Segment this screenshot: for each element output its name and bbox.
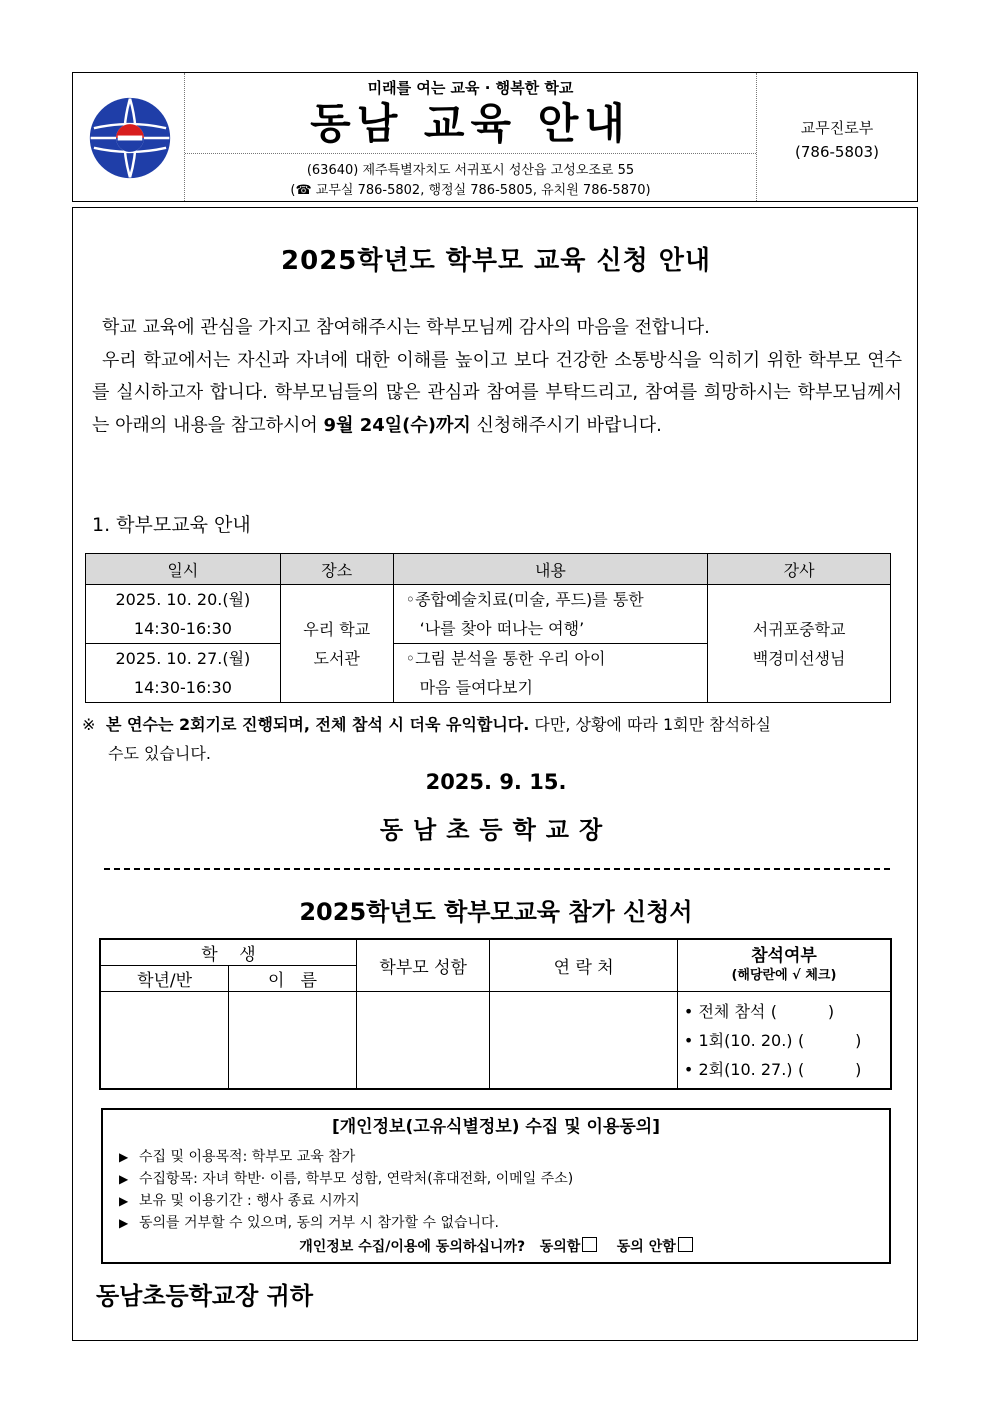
- signer: 동남초등학교장: [379, 816, 613, 844]
- option-label: • 1회(10. 20.): [683, 1030, 793, 1050]
- lecturer-line-2: 백경미선생님: [752, 648, 846, 668]
- notice: [82, 710, 912, 768]
- logo-cell: [73, 73, 185, 201]
- notice-line-2: 수도 있습니다.: [108, 744, 211, 763]
- option-check-area[interactable]: ( ): [797, 1059, 862, 1079]
- document-date: 2025. 9. 15.: [425, 770, 567, 794]
- session-date: 2025. 10. 20.(월): [115, 590, 251, 609]
- application-form-table: [99, 938, 892, 1090]
- parent-name-field[interactable]: [356, 992, 490, 1090]
- table-row: [86, 585, 891, 644]
- consent-question-row: [103, 1236, 889, 1256]
- school-phones: (☎ 교무실 786-5802, 행정실 786-5805, 유치원 786-5870): [290, 183, 651, 198]
- consent-item-text: 동의를 거부할 수 있으며, 동의 거부 시 참가할 수 없습니다.: [139, 1215, 500, 1231]
- option-check-area[interactable]: ( ): [797, 1030, 862, 1050]
- session-datetime: [86, 644, 281, 703]
- attendance-title: 참석여부: [751, 945, 817, 966]
- arrow-bullet-icon: ▶: [119, 1172, 129, 1186]
- arrow-bullet-icon: ▶: [119, 1216, 129, 1230]
- deadline: 9월 24일(수)까지: [323, 414, 471, 436]
- school-logo-icon: [89, 97, 171, 179]
- content-line-2: 마음 들여다보기: [419, 678, 533, 697]
- place-line-2: 도서관: [313, 648, 360, 668]
- attendance-option-2[interactable]: [684, 1055, 890, 1084]
- intro-text: [92, 312, 902, 442]
- consent-question: 개인정보 수집/이용에 동의하십니까?: [299, 1239, 526, 1255]
- content-line-1: ◦종합예술치료(미술, 푸드)를 통한: [405, 590, 644, 609]
- student-name-field[interactable]: [229, 992, 357, 1090]
- school-address: (63640) 제주특별자치도 서귀포시 성산읍 고성오조로 55: [306, 163, 635, 178]
- intro-text-b: 신청해주시기 바랍니다.: [470, 414, 662, 436]
- session-date: 2025. 10. 27.(월): [115, 649, 251, 668]
- option-label: • 2회(10. 27.): [683, 1059, 793, 1079]
- header-datetime: 일시: [86, 554, 281, 585]
- header-content: 내용: [393, 554, 708, 585]
- agree-label: 동의함: [539, 1239, 581, 1255]
- cut-line: [104, 868, 890, 870]
- agree-checkbox[interactable]: [582, 1237, 597, 1252]
- session-lecturer: [708, 585, 891, 703]
- parent-name-header: 학부모 성함: [356, 939, 490, 992]
- list-item: [119, 1168, 573, 1190]
- content-line-2: ‘나를 찾아 떠나는 여행’: [419, 619, 585, 638]
- department-cell: [757, 73, 917, 201]
- attendance-options: [677, 992, 891, 1090]
- addressee: 동남초등학교장 귀하: [96, 1282, 314, 1310]
- consent-title: [개인정보(고유식별정보) 수집 및 이용동의]: [331, 1117, 660, 1137]
- grade-class-header: 학년/반: [100, 966, 229, 992]
- list-item: [119, 1146, 573, 1168]
- section-heading: 1. 학부모교육 안내: [92, 514, 251, 536]
- disagree-checkbox[interactable]: [678, 1237, 693, 1252]
- arrow-bullet-icon: ▶: [119, 1150, 129, 1164]
- reference-mark: ※: [82, 715, 96, 734]
- attendance-option-all[interactable]: [684, 997, 890, 1026]
- notice-rest: 다만, 상황에 따라 1회만 참석하실: [529, 715, 771, 734]
- letterhead-center: [185, 73, 757, 201]
- option-label: • 전체 참석: [683, 1001, 766, 1021]
- session-datetime: [86, 585, 281, 644]
- header-place: 장소: [280, 554, 393, 585]
- contact-field[interactable]: [490, 992, 677, 1090]
- list-item: [119, 1212, 573, 1234]
- newsletter-title: 동남 교육 안내: [310, 99, 631, 148]
- table-header-row: [86, 554, 891, 585]
- slogan: 미래를 여는 교육 · 행복한 학교: [367, 79, 574, 97]
- attendance-header: [677, 939, 891, 992]
- notice-bold: 본 연수는 2회기로 진행되며, 전체 참석 시 더욱 유익합니다.: [106, 715, 530, 734]
- grade-class-field[interactable]: [100, 992, 229, 1090]
- notice-line-1: [82, 710, 912, 739]
- attendance-note: (해당란에 √ 체크): [731, 967, 837, 983]
- consent-item-text: 수집 및 이용목적: 학부모 교육 참가: [139, 1149, 356, 1165]
- department-name: 교무진로부: [800, 119, 874, 137]
- divider: [185, 153, 756, 154]
- consent-item-text: 수집항목: 자녀 학반· 이름, 학부모 성함, 연락처(휴대전화, 이메일 주소): [139, 1171, 574, 1187]
- consent-item-text: 보유 및 이용기간 : 행사 종료 시까지: [139, 1193, 360, 1209]
- session-place: [280, 585, 393, 703]
- intro-paragraph-2: [92, 345, 902, 443]
- session-content: [393, 585, 708, 644]
- list-item: [119, 1190, 573, 1212]
- department-phone: (786-5803): [795, 143, 879, 161]
- schedule-table: [85, 553, 891, 703]
- name-header: 이 름: [229, 966, 357, 992]
- content-line-1: ◦그림 분석을 통한 우리 아이: [405, 649, 606, 668]
- intro-paragraph-1: 학교 교육에 관심을 가지고 참여해주시는 학부모님께 감사의 마음을 전합니다.: [102, 317, 710, 338]
- option-check-area[interactable]: ( ): [770, 1001, 835, 1021]
- arrow-bullet-icon: ▶: [119, 1194, 129, 1208]
- document-title: 2025학년도 학부모 교육 신청 안내: [281, 246, 711, 276]
- lecturer-line-1: 서귀포중학교: [752, 619, 846, 639]
- session-content: [393, 644, 708, 703]
- form-header-row: [100, 939, 891, 966]
- attendance-option-1[interactable]: [684, 1026, 890, 1055]
- consent-items: [119, 1146, 573, 1234]
- letterhead: [72, 72, 918, 202]
- session-time: 14:30-16:30: [133, 619, 232, 638]
- student-header: 학 생: [100, 939, 356, 966]
- header-lecturer: 강사: [708, 554, 891, 585]
- form-title: 2025학년도 학부모교육 참가 신청서: [299, 898, 693, 926]
- place-line-1: 우리 학교: [303, 619, 371, 639]
- form-input-row: [100, 992, 891, 1090]
- contact-header: 연 락 처: [490, 939, 677, 992]
- privacy-consent-box: [101, 1108, 891, 1264]
- disagree-label: 동의 안함: [616, 1239, 676, 1255]
- session-time: 14:30-16:30: [133, 678, 232, 697]
- intro-text-a: 우리 학교에서는 자신과 자녀에 대한 이해를 높이고 보다 건강한 소통방식을 익히기 위한 학부모 연수를 실시하고자 합니다. 학부모님들의 많은 관심과 참여를 부탁드리고, 참여를 희망하시는 학부모님께서는 아래의 내용을 참고하시어: [92, 349, 902, 436]
